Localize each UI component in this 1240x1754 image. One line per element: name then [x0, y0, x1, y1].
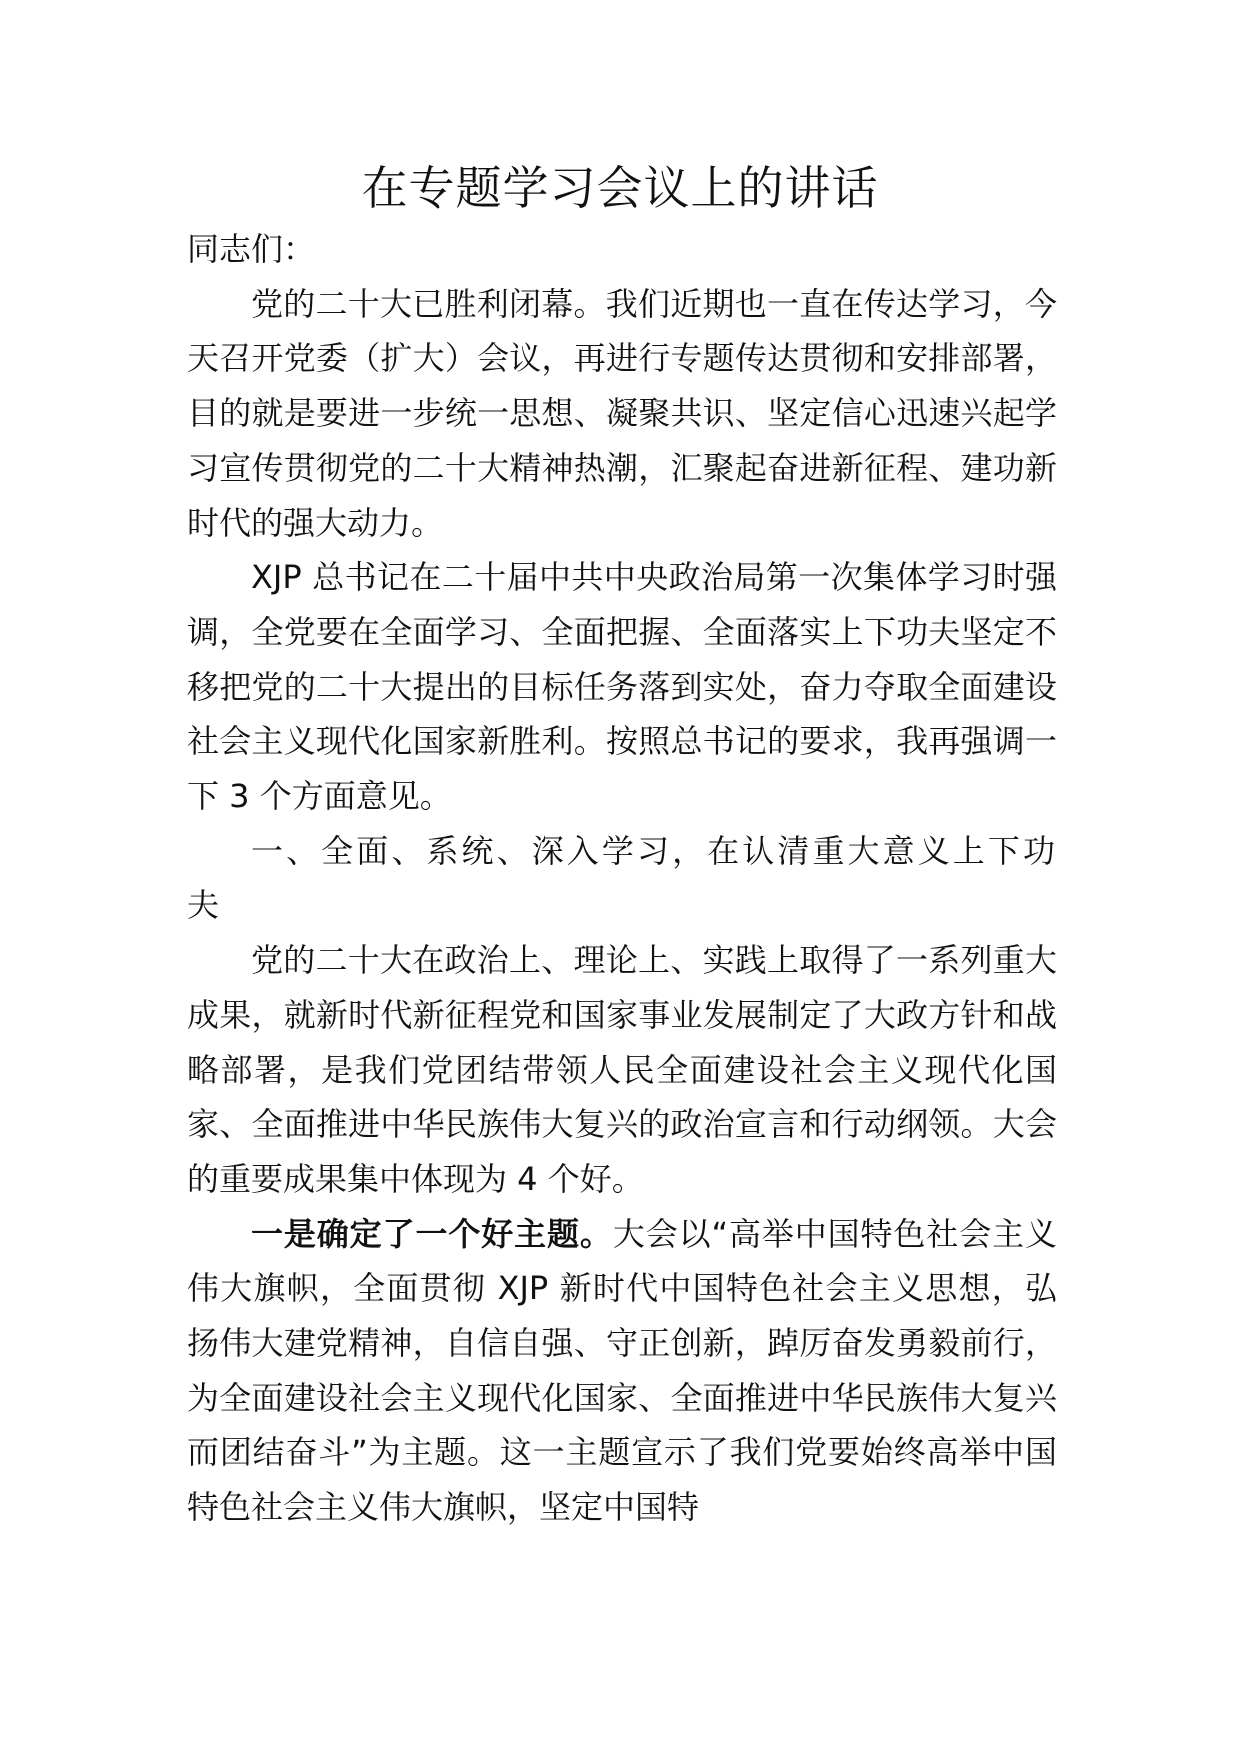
- paragraph-section-body: 党的二十大在政治上、理论上、实践上取得了一系列重大成果，就新时代新征程党和国家事业发展制定了大政方针和战略部署，是我们党团结带领人民全面建设社会主义现代化国家、全面推进中华民族伟大复兴的政治宣言和行动纲领。大会的重要成果集中体现为 4 个好。: [187, 941, 1057, 1198]
- salutation: 同志们：: [187, 230, 316, 268]
- paragraph-point-one: [187, 1207, 1057, 1535]
- paragraph-intro: 党的二十大已胜利闭幕。我们近期也一直在传达学习，今天召开党委（扩大）会议，再进行专题传达贯彻和安排部署，目的就是要进一步统一思想、凝聚共识、坚定信心迅速兴起学习宣传贯彻党的二十大精神热潮，汇聚起奋进新征程、建功新时代的强大动力。: [187, 284, 1057, 542]
- point-one-lead: 一是确定了一个好主题。: [251, 1214, 613, 1253]
- page-title: 在专题学习会议上的讲话: [361, 161, 879, 215]
- paragraph-instructions: XJP 总书记在二十届中共中央政治局第一次集体学习时强调，全党要在全面学习、全面把握、全面落实上下功夫坚定不移把党的二十大提出的目标任务落到实处，奋力夺取全面建设社会主义现代化国家新胜利。按照总书记的要求，我再强调一下 3 个方面意见。: [187, 558, 1057, 816]
- document-body: [187, 222, 1057, 1535]
- section-heading: 一、全面、系统、深入学习，在认清重大意义上下功夫: [187, 831, 1057, 925]
- point-one-text: 大会以“高举中国特色社会主义伟大旗帜，全面贯彻 XJP 新时代中国特色社会主义思想，弘扬伟大建党精神，自信自强、守正创新，踔厉奋发勇毅前行，为全面建设社会主义现代化国家、全面推进中华民族伟大复兴而团结奋斗”为主题。这一主题宣示了我们党要始终高举中国特色社会主义伟大旗帜，坚定中国特: [187, 1214, 1057, 1527]
